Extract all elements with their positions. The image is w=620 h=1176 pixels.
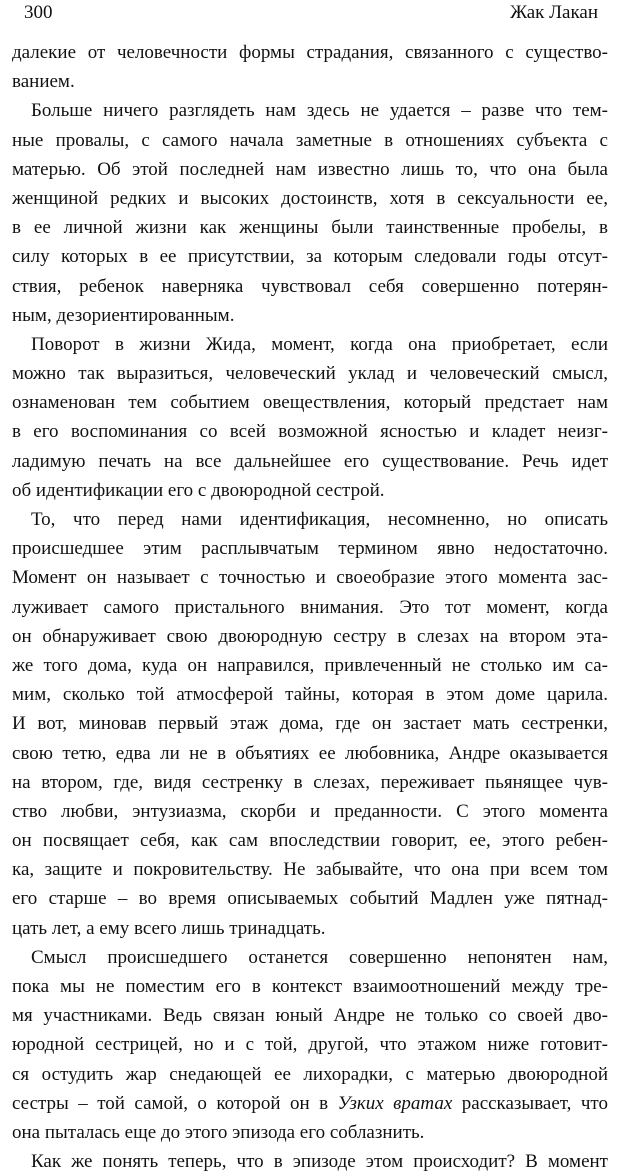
text-line: Смысл происшедшего останется совершенно непонятен нам, — [31, 946, 608, 968]
text-line: ся остудить жар снедающей ее лихорадки, с матерью двоюродной — [12, 1063, 608, 1085]
text-line: ладимую печать на все дальнейшее его существование. Речь идет — [12, 450, 608, 472]
text-line: в ее личной жизни как женщины были таинственные пробелы, в — [12, 217, 608, 239]
running-head: Жак Лакан — [510, 2, 598, 23]
text-segment: рассказывает, что — [452, 1092, 608, 1114]
text-line: Момент он называет с точностью и своеобразие этого момента зас- — [12, 567, 608, 589]
text-line: И вот, миновав первый этаж дома, где он застает мать сестренки, — [12, 713, 608, 735]
text-line: ка, защите и покровительству. Не забывайте, что она при всем том — [12, 859, 608, 881]
text-line: его старше – во время описываемых событий Мадлен уже пятнад- — [12, 888, 608, 910]
text-line: происшедшее этим расплывчатым термином явно недостаточно. — [12, 538, 608, 560]
text-line: мя участниками. Ведь связан юный Андре не только со своей дво- — [12, 1005, 608, 1027]
text-line: ным, дезориентированным. — [12, 304, 235, 326]
text-line: свою тетю, едва ли не в объятиях ее любовника, Андре оказывается — [12, 742, 608, 764]
text-line: об идентификации его с двоюродной сестрой. — [12, 479, 385, 501]
page-number: 300 — [24, 2, 53, 23]
text-segment: сестры – той самой, о которой он в — [12, 1092, 338, 1114]
page-header — [12, 0, 608, 34]
text-line — [12, 1089, 608, 1118]
text-line: силу которых в ее присутствии, за которым следовали годы отсут- — [12, 246, 608, 268]
text-line: она пыталась еще до этого эпизода его соблазнить. — [12, 1121, 425, 1143]
text-line: юродной сестрицей, но и с той, другой, что этажом ниже готовит- — [12, 1034, 608, 1056]
text-line: пока мы не поместим его в контекст взаимоотношений между тре- — [12, 976, 608, 997]
text-line: ные провалы, с самого начала заметные в отношениях субъекта с — [12, 129, 608, 151]
text-line: луживает самого пристального внимания. Это тот момент, когда — [12, 596, 608, 618]
text-line: далекие от человечности формы страдания, связанного с существо- — [12, 42, 608, 63]
text-line: он обнаруживает свою двоюродную сестру в слезах на втором эта- — [12, 625, 608, 647]
text-line: Как же понять теперь, что в эпизоде этом происходит? В момент — [31, 1151, 608, 1173]
text-line: ванием. — [12, 71, 75, 93]
text-line: Поворот в жизни Жида, момент, когда она приобретает, если — [31, 333, 608, 355]
body-text — [12, 38, 608, 1176]
book-title-italic: Узких вратах — [337, 1092, 453, 1114]
text-line: мим, сколько той атмосферой тайны, которая в этом доме царила. — [12, 684, 608, 706]
text-line: он посвящает себя, как сам впоследствии говорит, ее, этого ребен- — [12, 830, 608, 852]
text-line: на втором, где, видя сестренку в слезах, переживает пьянящее чув- — [12, 771, 608, 793]
text-line: ствия, ребенок наверняка чувствовал себя совершенно потерян- — [12, 275, 608, 297]
text-line: Больше ничего разглядеть нам здесь не удается – разве что тем- — [31, 100, 608, 122]
text-line: в его воспоминания со всей возможной ясностью и кладет неизг- — [12, 421, 608, 443]
text-line: ство любви, энтузиазма, скорби и преданности. С этого момента — [12, 800, 608, 822]
text-line: ознаменован тем событием овеществления, который предстает нам — [12, 392, 608, 414]
text-line: можно так выразиться, человеческий уклад и человеческий смысл, — [12, 363, 608, 385]
text-line: цать лет, а ему всего лишь тринадцать. — [12, 917, 326, 939]
text-line: же того дома, куда он направился, привлеченный не столько им са- — [12, 654, 608, 676]
text-line: женщиной редких и высоких достоинств, хотя в сексуальности ее, — [12, 187, 608, 209]
text-line: матерью. Об этой последней нам известно лишь то, что она была — [12, 158, 608, 180]
text-line: То, что перед нами идентификация, несомненно, но описать — [31, 509, 608, 530]
